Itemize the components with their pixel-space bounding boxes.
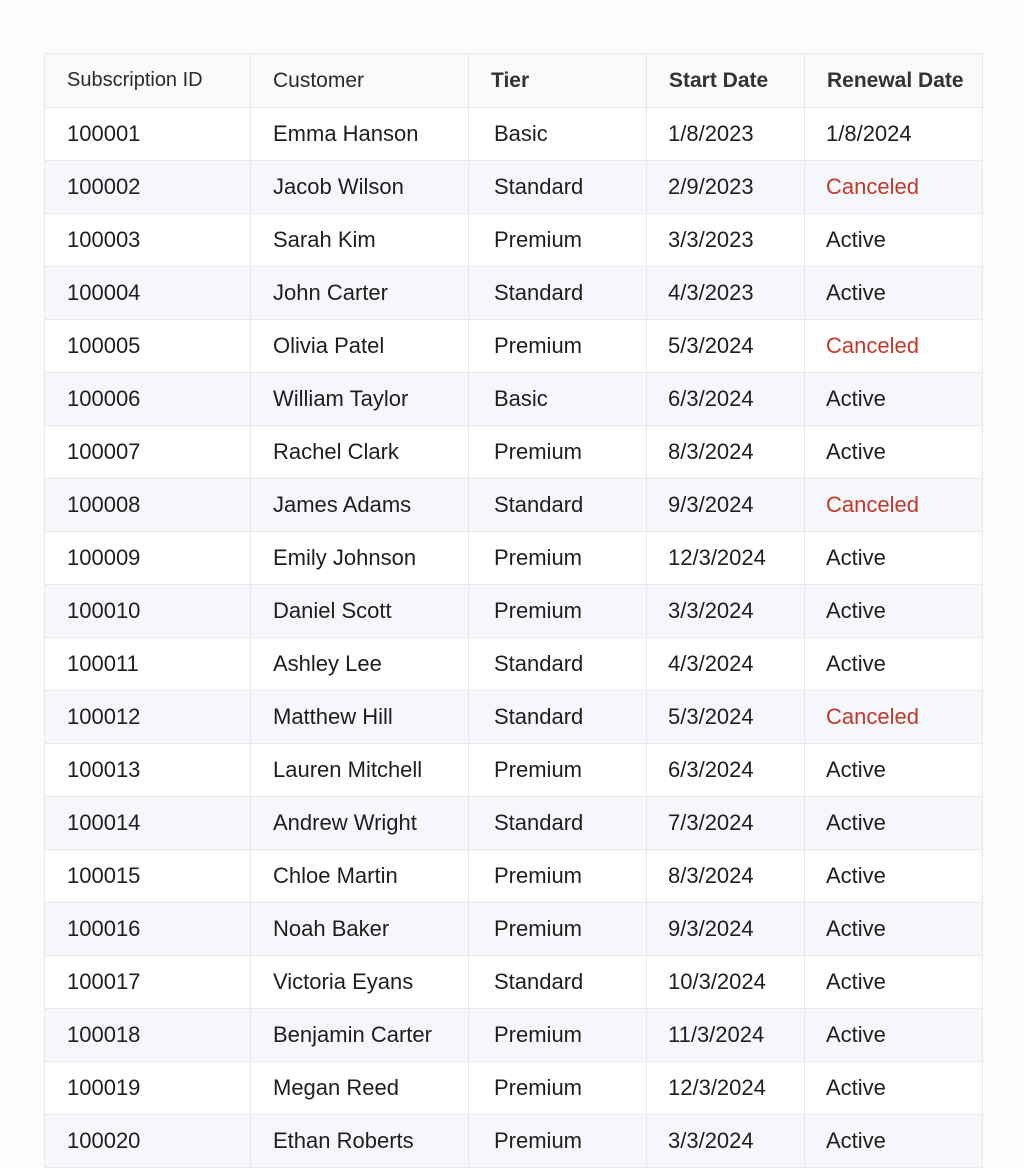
subscriptions-table xyxy=(44,53,983,1168)
start-date-cell: 5/3/2024 xyxy=(647,320,805,373)
table-row[interactable] xyxy=(45,214,983,267)
start-date-cell: 9/3/2024 xyxy=(647,479,805,532)
start-date-cell: 6/3/2024 xyxy=(647,373,805,426)
customer-cell: Ethan Roberts xyxy=(251,1115,469,1168)
subscription-id-cell: 100013 xyxy=(45,744,251,797)
start-date-cell: 5/3/2024 xyxy=(647,691,805,744)
tier-cell: Standard xyxy=(469,638,647,691)
column-header-customer[interactable]: Customer xyxy=(251,54,469,108)
tier-cell: Premium xyxy=(469,532,647,585)
renewal-status-canceled: Canceled xyxy=(805,691,983,744)
table-row[interactable] xyxy=(45,797,983,850)
tier-cell: Standard xyxy=(469,479,647,532)
tier-cell: Premium xyxy=(469,1062,647,1115)
subscription-id-cell: 100018 xyxy=(45,1009,251,1062)
tier-cell: Premium xyxy=(469,214,647,267)
renewal-status-active: Active xyxy=(805,850,983,903)
subscription-id-cell: 100002 xyxy=(45,161,251,214)
table-row[interactable] xyxy=(45,320,983,373)
subscription-id-cell: 100001 xyxy=(45,108,251,161)
column-header-tier[interactable]: Tier xyxy=(469,54,647,108)
subscription-id-cell: 100004 xyxy=(45,267,251,320)
customer-cell: William Taylor xyxy=(251,373,469,426)
tier-cell: Premium xyxy=(469,1115,647,1168)
subscription-id-cell: 100014 xyxy=(45,797,251,850)
start-date-cell: 8/3/2024 xyxy=(647,850,805,903)
table-row[interactable] xyxy=(45,1009,983,1062)
start-date-cell: 12/3/2024 xyxy=(647,1062,805,1115)
customer-cell: James Adams xyxy=(251,479,469,532)
customer-cell: Daniel Scott xyxy=(251,585,469,638)
renewal-status-canceled: Canceled xyxy=(805,320,983,373)
tier-cell: Premium xyxy=(469,903,647,956)
customer-cell: Olivia Patel xyxy=(251,320,469,373)
renewal-status-active: Active xyxy=(805,1062,983,1115)
column-header-start-date[interactable]: Start Date xyxy=(647,54,805,108)
customer-cell: Megan Reed xyxy=(251,1062,469,1115)
subscription-id-cell: 100010 xyxy=(45,585,251,638)
renewal-status-active: Active xyxy=(805,744,983,797)
table-row[interactable] xyxy=(45,532,983,585)
subscription-id-cell: 100003 xyxy=(45,214,251,267)
table-body xyxy=(45,108,983,1168)
table-row[interactable] xyxy=(45,426,983,479)
renewal-status-canceled: Canceled xyxy=(805,479,983,532)
customer-cell: Matthew Hill xyxy=(251,691,469,744)
start-date-cell: 12/3/2024 xyxy=(647,532,805,585)
table-row[interactable] xyxy=(45,479,983,532)
customer-cell: Lauren Mitchell xyxy=(251,744,469,797)
customer-cell: John Carter xyxy=(251,267,469,320)
renewal-status-active: Active xyxy=(805,1009,983,1062)
subscription-id-cell: 100007 xyxy=(45,426,251,479)
tier-cell: Premium xyxy=(469,1009,647,1062)
subscription-id-cell: 100011 xyxy=(45,638,251,691)
renewal-status-active: Active xyxy=(805,267,983,320)
table-row[interactable] xyxy=(45,373,983,426)
tier-cell: Standard xyxy=(469,267,647,320)
table-row[interactable] xyxy=(45,108,983,161)
subscription-id-cell: 100017 xyxy=(45,956,251,1009)
customer-cell: Jacob Wilson xyxy=(251,161,469,214)
header-row xyxy=(45,54,983,108)
table-row[interactable] xyxy=(45,691,983,744)
renewal-status-active: Active xyxy=(805,532,983,585)
tier-cell: Premium xyxy=(469,320,647,373)
start-date-cell: 3/3/2024 xyxy=(647,1115,805,1168)
subscription-id-cell: 100016 xyxy=(45,903,251,956)
start-date-cell: 2/9/2023 xyxy=(647,161,805,214)
table-row[interactable] xyxy=(45,267,983,320)
start-date-cell: 3/3/2024 xyxy=(647,585,805,638)
start-date-cell: 10/3/2024 xyxy=(647,956,805,1009)
subscription-id-cell: 100012 xyxy=(45,691,251,744)
start-date-cell: 4/3/2023 xyxy=(647,267,805,320)
renewal-status-active: Active xyxy=(805,903,983,956)
customer-cell: Chloe Martin xyxy=(251,850,469,903)
subscription-id-cell: 100009 xyxy=(45,532,251,585)
table-row[interactable] xyxy=(45,1115,983,1168)
customer-cell: Sarah Kim xyxy=(251,214,469,267)
start-date-cell: 1/8/2023 xyxy=(647,108,805,161)
table-row[interactable] xyxy=(45,744,983,797)
customer-cell: Andrew Wright xyxy=(251,797,469,850)
table-row[interactable] xyxy=(45,956,983,1009)
renewal-status-active: Active xyxy=(805,1115,983,1168)
start-date-cell: 7/3/2024 xyxy=(647,797,805,850)
renewal-status-active: Active xyxy=(805,214,983,267)
start-date-cell: 3/3/2023 xyxy=(647,214,805,267)
renewal-status-active: Active xyxy=(805,956,983,1009)
renewal-status-active: Active xyxy=(805,426,983,479)
tier-cell: Premium xyxy=(469,426,647,479)
table-row[interactable] xyxy=(45,585,983,638)
customer-cell: Rachel Clark xyxy=(251,426,469,479)
renewal-status-active: Active xyxy=(805,638,983,691)
tier-cell: Standard xyxy=(469,161,647,214)
table-row[interactable] xyxy=(45,1062,983,1115)
tier-cell: Premium xyxy=(469,744,647,797)
table-header xyxy=(45,54,983,108)
start-date-cell: 11/3/2024 xyxy=(647,1009,805,1062)
renewal-status-canceled: Canceled xyxy=(805,161,983,214)
tier-cell: Premium xyxy=(469,850,647,903)
start-date-cell: 4/3/2024 xyxy=(647,638,805,691)
table-row[interactable] xyxy=(45,161,983,214)
subscriptions-table-container xyxy=(44,53,982,1168)
renewal-status-active: Active xyxy=(805,797,983,850)
tier-cell: Basic xyxy=(469,373,647,426)
subscription-id-cell: 100019 xyxy=(45,1062,251,1115)
column-header-renewal-date[interactable]: Renewal Date xyxy=(805,54,983,108)
subscription-id-cell: 100008 xyxy=(45,479,251,532)
subscription-id-cell: 100015 xyxy=(45,850,251,903)
subscription-id-cell: 100006 xyxy=(45,373,251,426)
customer-cell: Noah Baker xyxy=(251,903,469,956)
tier-cell: Standard xyxy=(469,956,647,1009)
tier-cell: Premium xyxy=(469,585,647,638)
renewal-status-active: Active xyxy=(805,585,983,638)
tier-cell: Standard xyxy=(469,797,647,850)
subscription-id-cell: 100020 xyxy=(45,1115,251,1168)
start-date-cell: 8/3/2024 xyxy=(647,426,805,479)
customer-cell: Ashley Lee xyxy=(251,638,469,691)
customer-cell: Victoria Eyans xyxy=(251,956,469,1009)
table-row[interactable] xyxy=(45,903,983,956)
subscription-id-cell: 100005 xyxy=(45,320,251,373)
tier-cell: Standard xyxy=(469,691,647,744)
renewal-status-active: Active xyxy=(805,373,983,426)
column-header-subscription-id[interactable]: Subscription ID xyxy=(45,54,251,108)
tier-cell: Basic xyxy=(469,108,647,161)
customer-cell: Emily Johnson xyxy=(251,532,469,585)
customer-cell: Emma Hanson xyxy=(251,108,469,161)
table-row[interactable] xyxy=(45,638,983,691)
table-row[interactable] xyxy=(45,850,983,903)
start-date-cell: 9/3/2024 xyxy=(647,903,805,956)
renewal-date-cell: 1/8/2024 xyxy=(805,108,983,161)
customer-cell: Benjamin Carter xyxy=(251,1009,469,1062)
start-date-cell: 6/3/2024 xyxy=(647,744,805,797)
